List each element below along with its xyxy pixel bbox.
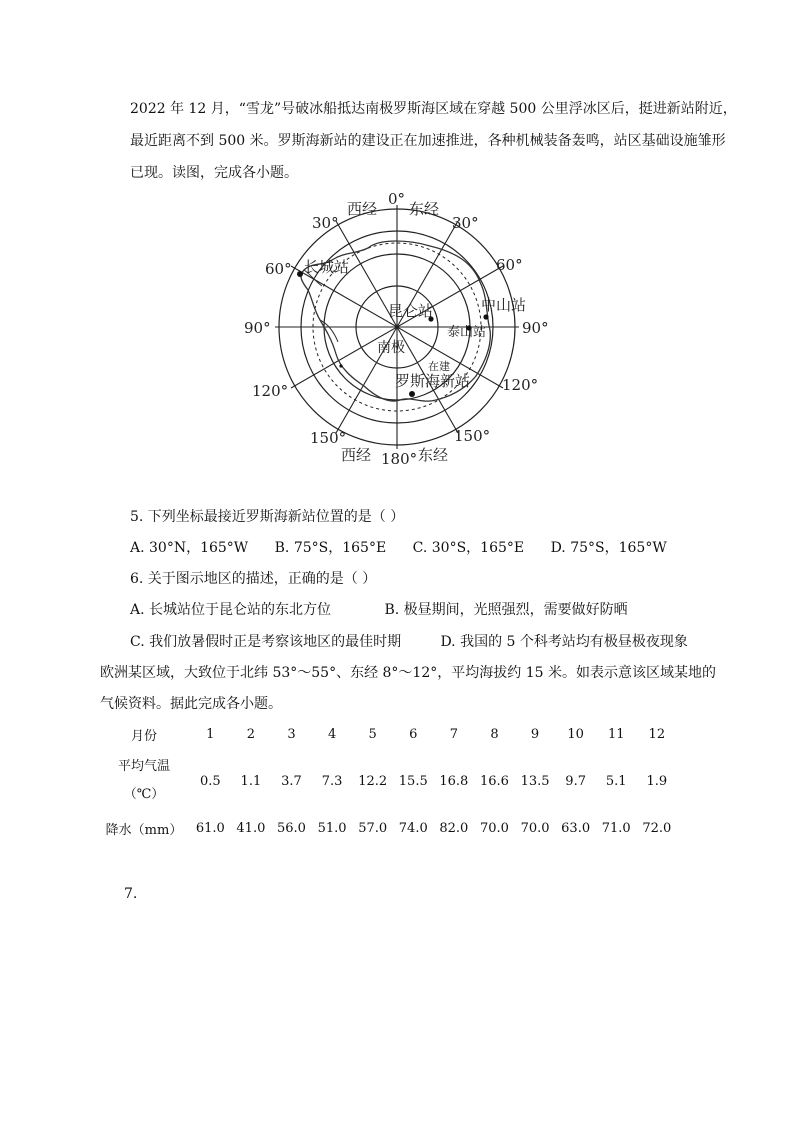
label-90-left: 90° <box>244 319 271 337</box>
table-row-temps <box>98 750 677 812</box>
table-cell: 12 <box>648 726 666 742</box>
precip-label: 降水（mm） <box>105 822 183 838</box>
table-cell: 82.0 <box>439 820 469 836</box>
table-cell: 61.0 <box>195 820 225 836</box>
table-cell: 1 <box>206 726 215 742</box>
table-row-precip <box>98 812 677 844</box>
table-row-months <box>98 718 677 750</box>
label-changcheng: 长城站 <box>304 258 350 276</box>
table-cell: 71.0 <box>601 820 631 836</box>
q7-number: 7. <box>124 886 138 902</box>
table-cell: 4 <box>327 726 337 742</box>
q5-option-a[interactable]: A. 30°N，165°W <box>130 540 249 556</box>
table-cell: 57.0 <box>358 820 388 836</box>
label-east-top: 东经 <box>409 200 440 218</box>
table-cell: 11 <box>607 726 625 742</box>
intro-line-2: 最近距离不到 500 米。罗斯海新站的建设正在加速推进，各种机械装备轰鸣，站区基础设施雏形 <box>130 133 726 149</box>
table-cell: 5.1 <box>605 773 627 789</box>
table-cell: 5 <box>368 726 377 742</box>
label-0-deg: 0° <box>388 190 406 208</box>
month-label: 月份 <box>130 728 157 744</box>
label-zaijian: 在建 <box>428 360 450 373</box>
table-cell: 51.0 <box>317 820 347 836</box>
table-cell: 13.5 <box>520 773 550 789</box>
label-zhongshan: 中山站 <box>481 296 527 314</box>
table-cell: 1.9 <box>646 773 668 789</box>
label-ross-new: 罗斯海新站 <box>395 372 471 390</box>
label-180-deg: 180° <box>381 450 418 465</box>
q6-option-d[interactable]: D. 我国的 5 个科考站均有极昼极夜现象 <box>440 634 688 650</box>
intro-line-1: 2022 年 12 月，“雪龙”号破冰船抵达南极罗斯海区域在穿越 500 公里浮冰区后，挺进新站附近， <box>130 101 737 117</box>
europe-line-1: 欧洲某区域，大致位于北纬 53°～55°、东经 8°～12°，平均海拔约 15 米。如表示意该区域某地的 <box>100 665 716 681</box>
q5-stem: 5. 下列坐标最接近罗斯海新站位置的是（ ） <box>130 509 405 525</box>
label-150-right: 150° <box>454 427 491 445</box>
antarctica-map <box>240 190 550 465</box>
temp-label: 平均气温 （℃） <box>117 759 170 802</box>
label-kunlun: 昆仑站 <box>388 302 434 320</box>
table-cell: 56.0 <box>277 820 306 836</box>
label-east-bottom: 东经 <box>418 446 449 464</box>
label-taishan: 泰山站 <box>447 325 487 340</box>
table-cell: 70.0 <box>520 820 550 836</box>
table-cell: 41.0 <box>236 820 266 836</box>
label-30-left: 30° <box>312 214 339 232</box>
table-cell: 74.0 <box>398 820 428 836</box>
intro-line-3: 已现。读图，完成各小题。 <box>130 165 298 181</box>
table-cell: 3 <box>287 726 296 742</box>
table-cell: 15.5 <box>398 773 428 789</box>
table-cell: 16.8 <box>439 773 469 789</box>
table-cell: 10 <box>567 726 584 742</box>
q5-option-d[interactable]: D. 75°S，165°W <box>550 540 667 556</box>
table-cell: 1.1 <box>240 773 262 789</box>
q6-stem: 6. 关于图示地区的描述，正确的是（ ） <box>130 571 377 587</box>
europe-line-2: 气候资料。据此完成各小题。 <box>100 696 282 712</box>
table-cell: 7 <box>449 726 458 742</box>
label-60-right: 60° <box>496 256 523 274</box>
table-cell: 3.7 <box>281 773 302 789</box>
table-cell: 6 <box>409 726 418 742</box>
label-60-left: 60° <box>265 260 292 278</box>
table-cell: 9.7 <box>565 773 586 789</box>
label-west-bottom: 西经 <box>341 446 372 464</box>
table-cell: 70.0 <box>479 820 509 836</box>
label-30-right: 30° <box>452 214 479 232</box>
q6-option-b[interactable]: B. 极昼期间，光照强烈，需要做好防晒 <box>384 602 628 618</box>
table-cell: 12.2 <box>358 773 388 789</box>
table-cell: 2 <box>246 726 256 742</box>
climate-table <box>98 718 677 844</box>
q6-option-c[interactable]: C. 我们放暑假时正是考察该地区的最佳时期 <box>130 634 402 650</box>
label-90-right: 90° <box>522 319 549 337</box>
table-cell: 8 <box>490 726 499 742</box>
table-cell: 9 <box>530 726 540 742</box>
label-120-right: 120° <box>502 376 539 394</box>
label-nanji: 南极 <box>377 340 405 356</box>
q6-option-a[interactable]: A. 长城站位于昆仑站的东北方位 <box>130 602 332 618</box>
table-cell: 7.3 <box>321 773 343 789</box>
table-cell: 0.5 <box>199 773 221 789</box>
q5-option-c[interactable]: C. 30°S，165°E <box>412 540 525 556</box>
ross-new-station-dot <box>409 391 415 397</box>
label-west-top: 西经 <box>347 200 378 218</box>
label-150-left: 150° <box>310 429 347 447</box>
q5-options <box>130 537 667 557</box>
q5-option-b[interactable]: B. 75°S，165°E <box>274 540 387 556</box>
table-cell: 72.0 <box>642 820 672 836</box>
label-120-left: 120° <box>252 382 289 400</box>
table-cell: 16.6 <box>479 773 509 789</box>
changcheng-station-dot <box>297 271 303 277</box>
q6-options-row1 <box>130 599 628 619</box>
zhongshan-station-dot <box>483 314 488 319</box>
table-cell: 63.0 <box>561 820 591 836</box>
q6-options-row2 <box>130 631 688 651</box>
